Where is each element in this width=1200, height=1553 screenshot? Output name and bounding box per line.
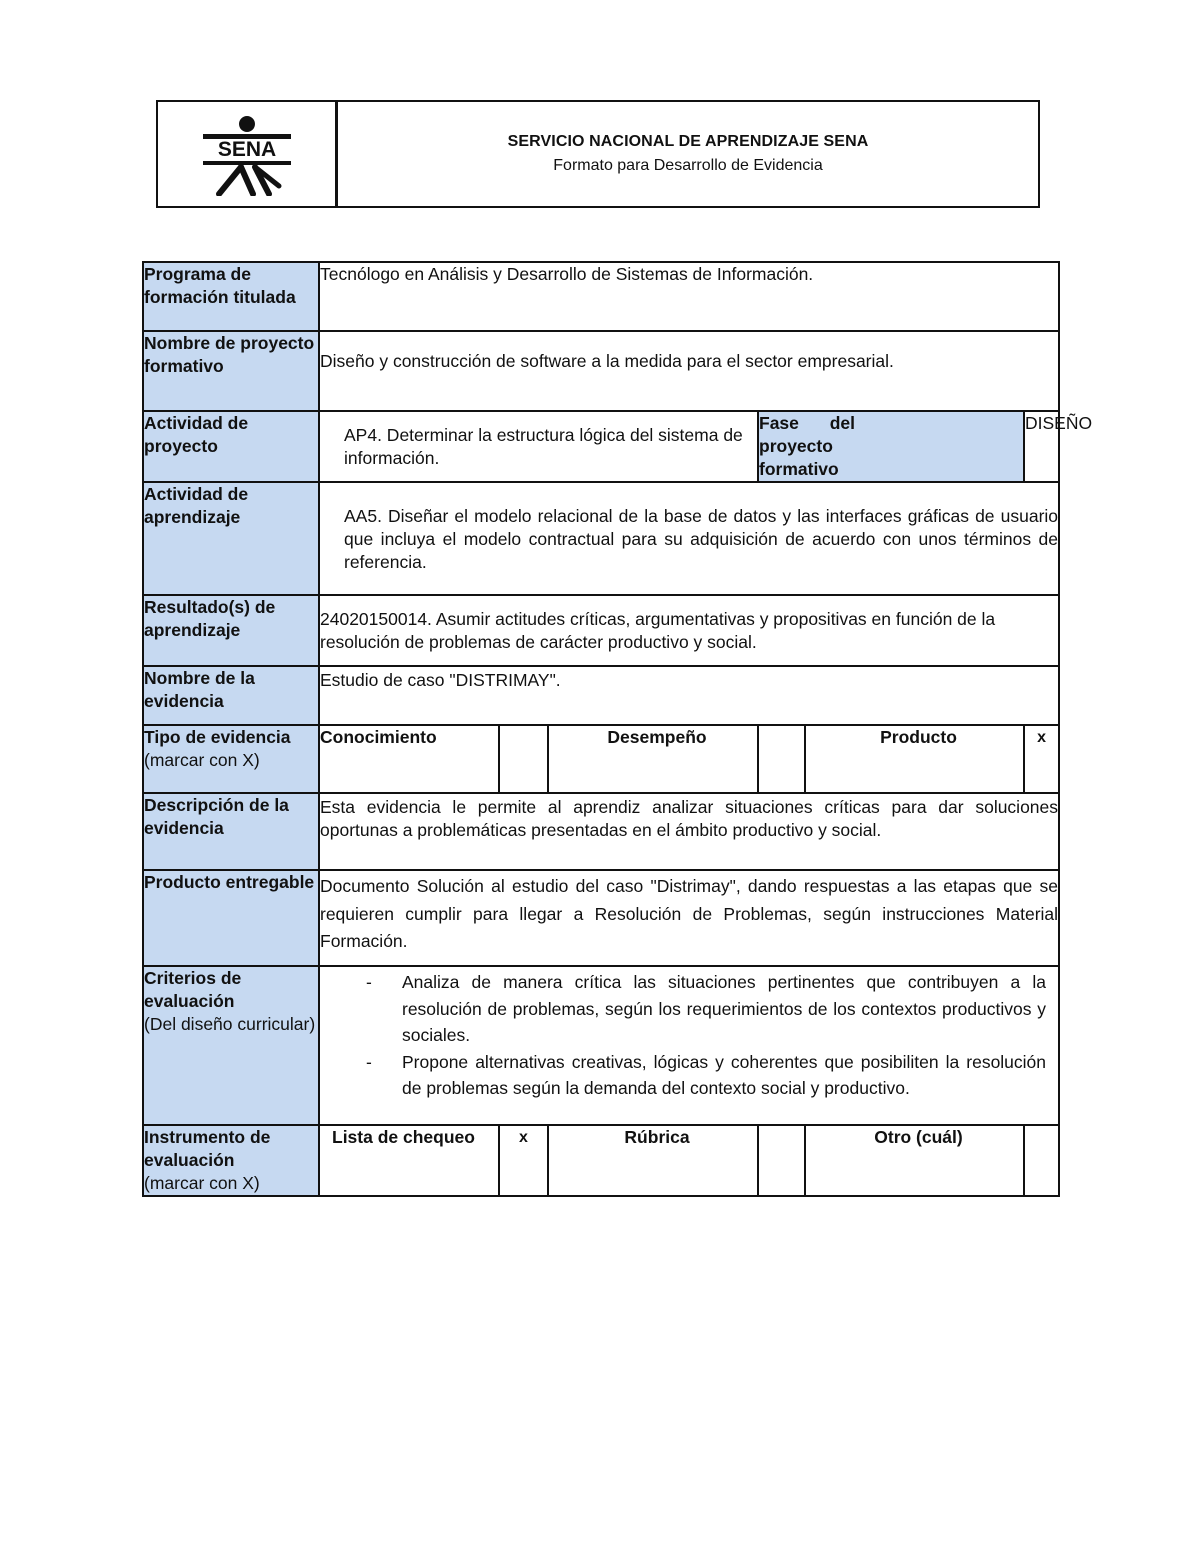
criterio-item: - Analiza de manera crítica las situaciones pertinentes que contribuyen a la resolución de problemas, según los requerimientos de los contextos productivos y sociales. (402, 969, 1046, 1049)
actividad-aprendizaje-value: AA5. Diseñar el modelo relacional de la base de datos y las interfaces gráficas de usuario que incluya el modelo contractual para su adquisición de acuerdo con unos términos de referencia. (319, 482, 1059, 595)
criterio-item: - Propone alternativas creativas, lógicas y coherentes que posibiliten la resolución de problemas según la demanda del contexto social y productivo. (402, 1049, 1046, 1102)
option-rubrica: Rúbrica (548, 1125, 758, 1196)
tipo-evidencia-label-note: (marcar con X) (144, 750, 260, 770)
nombre-evidencia-value: Estudio de caso "DISTRIMAY". (319, 666, 1059, 725)
mark-desempeno[interactable] (758, 725, 805, 793)
descripcion-value: Esta evidencia le permite al aprendiz analizar situaciones críticas para dar soluciones oportunas a problemáticas presentadas en el ámbito productivo y social. (319, 793, 1059, 870)
fase-label-word: Fase (759, 413, 799, 433)
criterios-label-note: (Del diseño curricular) (144, 1014, 316, 1034)
row-criterios (143, 966, 1059, 1125)
option-conocimiento: Conocimiento (319, 725, 499, 793)
mark-conocimiento[interactable] (499, 725, 548, 793)
option-producto: Producto (805, 725, 1024, 793)
proyecto-value: Diseño y construcción de software a la medida para el sector empresarial. (319, 331, 1059, 411)
option-otro: Otro (cuál) (805, 1125, 1024, 1196)
programa-label: Programa de formación titulada (143, 262, 319, 331)
row-descripcion (143, 793, 1059, 870)
evidence-form-table (142, 261, 1093, 1197)
resultados-label: Resultado(s) de aprendizaje (143, 595, 319, 666)
fase-label-del: del (829, 413, 855, 433)
row-programa (143, 262, 1059, 331)
row-producto (143, 870, 1059, 966)
actividad-aprendizaje-label: Actividad de aprendizaje (143, 482, 319, 595)
instrumento-label (143, 1125, 319, 1196)
mark-lista-chequeo[interactable]: x (499, 1125, 548, 1196)
fase-label-cell (758, 411, 1024, 482)
row-proyecto (143, 331, 1059, 411)
actividad-proyecto-value: AP4. Determinar la estructura lógica del sistema de información. (319, 411, 758, 482)
row-tipo-evidencia (143, 725, 1059, 793)
programa-value: Tecnólogo en Análisis y Desarrollo de Sistemas de Información. (319, 262, 1059, 331)
document-subtitle: Formato para Desarrollo de Evidencia (553, 157, 823, 174)
instrumento-label-note: (marcar con X) (144, 1173, 260, 1193)
mark-producto[interactable]: x (1024, 725, 1059, 793)
criterios-label-bold: Criterios de evaluación (144, 968, 242, 1011)
logo-text: SENA (217, 138, 276, 161)
resultados-value: 24020150014. Asumir actitudes críticas, argumentativas y propositivas en función de la resolución de problemas de carácter productivo y social. (319, 595, 1059, 666)
tipo-evidencia-label-bold: Tipo de evidencia (144, 727, 291, 747)
logo-cell (158, 102, 338, 206)
nombre-evidencia-label: Nombre de la evidencia (143, 666, 319, 725)
criterios-list (320, 969, 1046, 1102)
option-lista-chequeo: Lista de chequeo (319, 1125, 499, 1196)
fase-label-rest: proyecto formativo (759, 436, 839, 479)
document-header (156, 100, 1040, 208)
sena-logo (197, 112, 297, 196)
tipo-evidencia-label (143, 725, 319, 793)
document-title: SERVICIO NACIONAL DE APRENDIZAJE SENA (507, 133, 869, 150)
option-desempeno: Desempeño (548, 725, 758, 793)
row-actividad-aprendizaje (143, 482, 1059, 595)
producto-label: Producto entregable (143, 870, 319, 966)
descripcion-label: Descripción de la evidencia (143, 793, 319, 870)
row-actividad-proyecto (143, 411, 1059, 482)
actividad-proyecto-label: Actividad de proyecto (143, 411, 319, 482)
mark-otro[interactable] (1024, 1125, 1059, 1196)
instrumento-label-bold: Instrumento de evaluación (144, 1127, 271, 1170)
row-instrumento (143, 1125, 1059, 1196)
mark-rubrica[interactable] (758, 1125, 805, 1196)
criterios-label (143, 966, 319, 1125)
producto-value: Documento Solución al estudio del caso "Distrimay", dando respuestas a las etapas que se requieren cumplir para llegar a Resolución de Problemas, según instrucciones Material Formación. (319, 870, 1059, 966)
row-nombre-evidencia (143, 666, 1059, 725)
row-resultados (143, 595, 1059, 666)
fase-value: DISEÑO (1024, 411, 1059, 482)
criterios-value (319, 966, 1059, 1125)
title-cell (338, 102, 1038, 206)
proyecto-label: Nombre de proyecto formativo (143, 331, 319, 411)
